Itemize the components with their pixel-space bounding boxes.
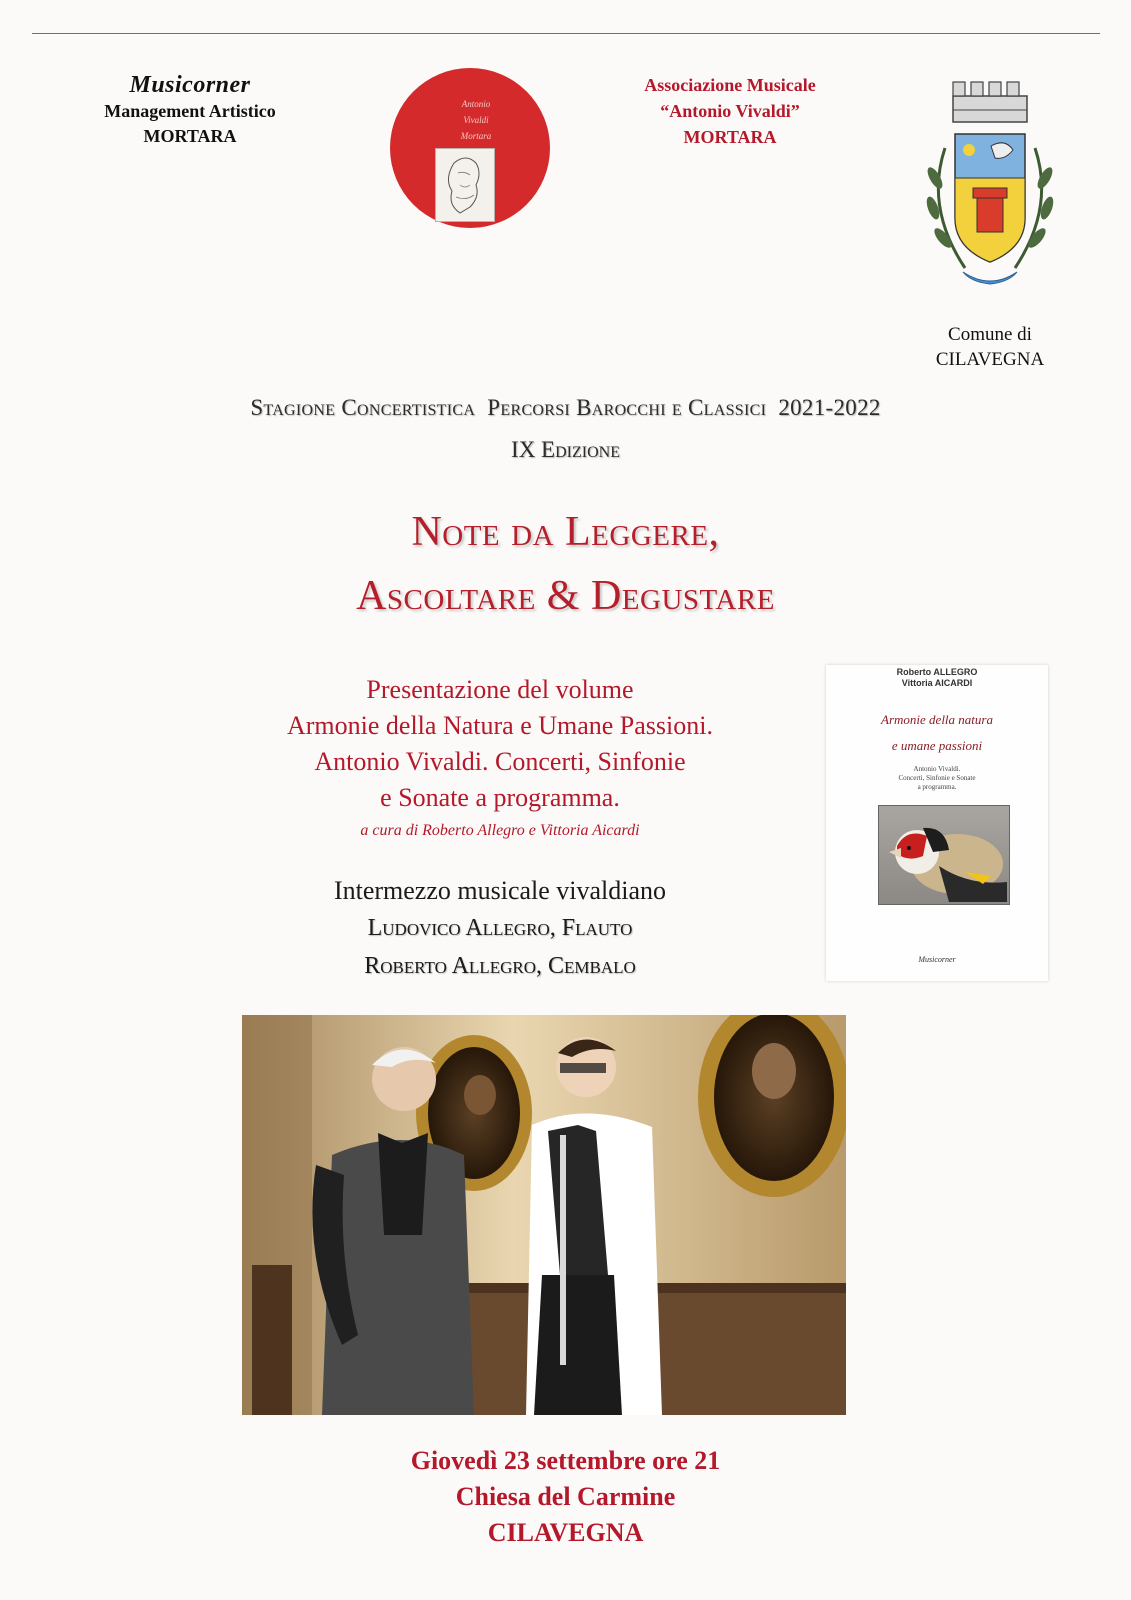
edition-title: IX Edizione: [511, 437, 620, 462]
event-venue: Chiesa del Carmine: [455, 1482, 676, 1511]
book-subtitle: Antonio Vivaldi. Concerti, Sinfonie e Sonate a programma.: [898, 765, 976, 791]
musical-intermezzo: [240, 873, 760, 985]
season-title: Stagione Concertistica Percorsi Barocchi e Classici 2021-2022: [250, 395, 881, 420]
presentation-line: Armonie della Natura e Umane Passioni.: [287, 711, 713, 740]
comune-label: Comune di: [948, 324, 1032, 345]
book-presentation: [200, 672, 800, 844]
coat-of-arms-icon: [905, 68, 1075, 308]
book-authors: Roberto ALLEGRO Vittoria AICARDI: [896, 667, 978, 688]
musicorner-city: MORTARA: [143, 126, 237, 146]
event-date-time: Giovedì 23 settembre ore 21: [410, 1446, 721, 1475]
musicorner-subtitle: Management Artistico: [104, 101, 276, 121]
presentation-line: Presentazione del volume: [366, 675, 634, 704]
event-city: CILAVEGNA: [487, 1518, 644, 1547]
association-logo-icon: [390, 68, 550, 228]
intermezzo-title: Intermezzo musicale vivaldiano: [333, 876, 667, 905]
main-title-line-2: Ascoltare & Degustare: [356, 573, 775, 619]
presentation-line: e Sonate a programma.: [380, 783, 620, 812]
musicians-photo-icon: [242, 1015, 846, 1415]
goldfinch-bird-icon: [878, 805, 1010, 905]
performer: Roberto Allegro, Cembalo: [364, 953, 636, 979]
comune-name: CILAVEGNA: [935, 349, 1045, 370]
association-name: Associazione Musicale: [644, 75, 816, 95]
book-cover: [826, 665, 1048, 981]
book-publisher: Musicorner: [918, 955, 956, 964]
top-divider: [32, 33, 1100, 34]
crest-caption: [905, 322, 1075, 372]
curated-by: a cura di Roberto Allegro e Vittoria Aicardi: [360, 822, 640, 839]
book-title: Armonie della natura e umane passioni: [881, 712, 993, 753]
performer: Ludovico Allegro, Flauto: [367, 915, 633, 941]
presentation-line: Antonio Vivaldi. Concerti, Sinfonie: [314, 747, 686, 776]
organizer-associazione-vivaldi: [580, 72, 880, 150]
logo-lettering: Antonio Vivaldi Mortara: [460, 99, 492, 141]
association-subname: “Antonio Vivaldi”: [660, 101, 800, 121]
event-details: [0, 1443, 1131, 1551]
association-city: MORTARA: [683, 127, 777, 147]
organizer-musicorner: [60, 72, 320, 149]
musicorner-brand: Musicorner: [129, 72, 251, 98]
vivaldi-sketch-icon: [435, 148, 495, 222]
main-title-line-1: Note da Leggere,: [411, 509, 720, 555]
event-main-title: [0, 500, 1131, 628]
